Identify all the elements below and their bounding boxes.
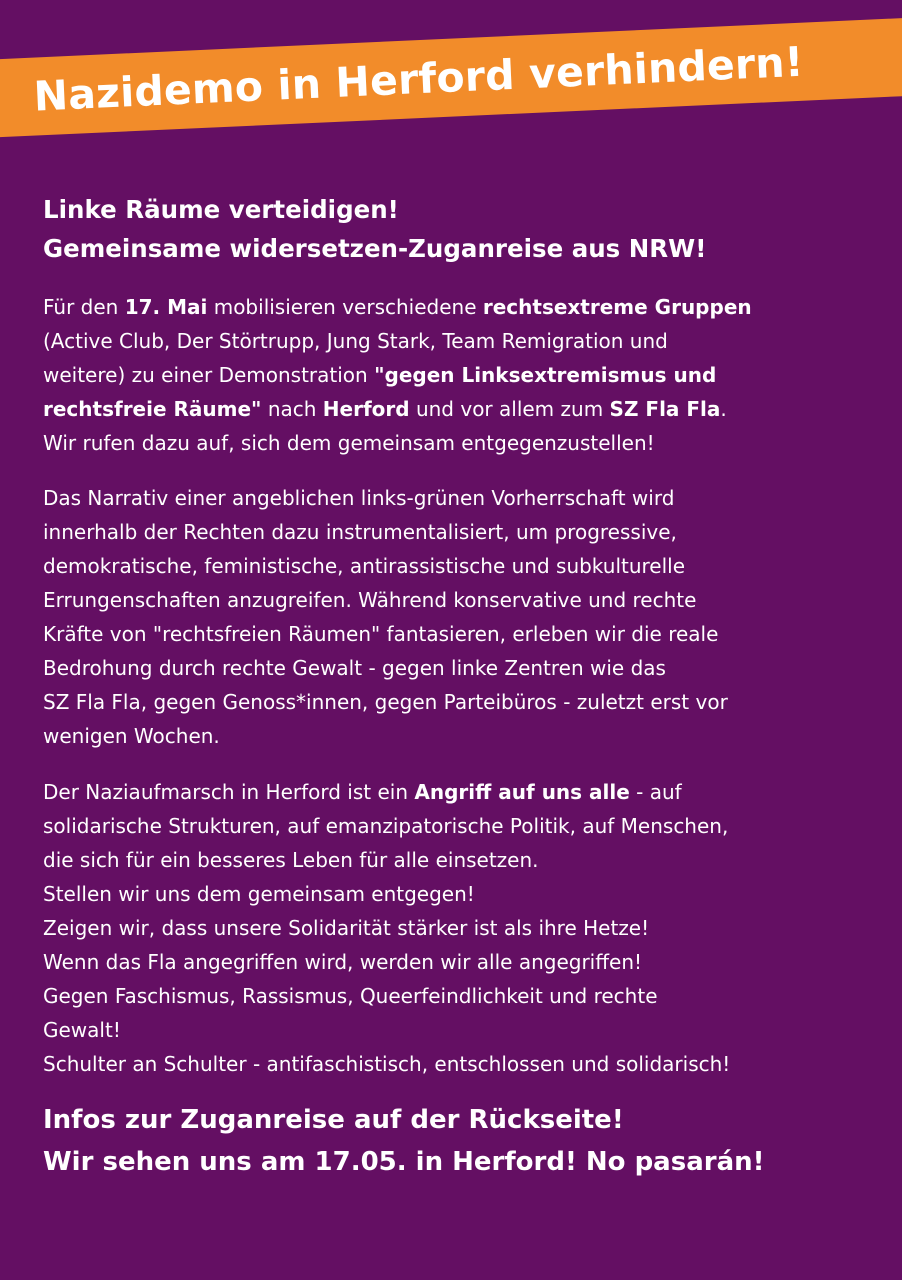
headline-line-1: Linke Räume verteidigen!: [43, 195, 399, 224]
para1-line-3: [43, 358, 883, 392]
text-span: Für den: [43, 295, 125, 319]
para2-line-2: innerhalb der Rechten dazu instrumentalisiert, um progressive,: [43, 520, 677, 544]
groups-highlight: rechtsextreme Gruppen: [482, 295, 752, 319]
attack-highlight: Angriff auf uns alle: [414, 780, 630, 804]
text-span: nach: [261, 397, 323, 421]
para2-line-5: Kräfte von "rechtsfreien Räumen" fantasieren, erleben wir die reale: [43, 622, 719, 646]
slogan-highlight: rechtsfreie Räume": [43, 397, 262, 421]
text-span: weitere) zu einer Demonstration: [43, 363, 375, 387]
para3-line-5: Zeigen wir, dass unsere Solidarität stärker ist als ihre Hetze!: [43, 916, 650, 940]
para3-line-1: [43, 775, 883, 809]
flyer-content: [43, 190, 883, 1183]
paragraph-call-to-action: [43, 775, 883, 1081]
para3-line-7: Gegen Faschismus, Rassismus, Queerfeindlichkeit und rechte: [43, 984, 658, 1008]
para2-line-8: wenigen Wochen.: [43, 724, 220, 748]
para2-line-4: Errungenschaften anzugreifen. Während konservative und rechte: [43, 588, 697, 612]
text-span: und vor allem zum: [409, 397, 610, 421]
date-highlight: 17. Mai: [124, 295, 208, 319]
text-span: mobilisieren verschiedene: [207, 295, 483, 319]
slogan-highlight: "gegen Linksextremismus und: [374, 363, 717, 387]
footer: [43, 1099, 883, 1183]
para3-line-8: Gewalt!: [43, 1018, 121, 1042]
banner-area: [0, 0, 902, 190]
para2-line-7: SZ Fla Fla, gegen Genoss*innen, gegen Parteibüros - zuletzt erst vor: [43, 690, 728, 714]
para1-line-4: [43, 392, 883, 426]
footer-line-1: Infos zur Zuganreise auf der Rückseite!: [43, 1105, 624, 1135]
para1-line-2: (Active Club, Der Störtrupp, Jung Stark, Team Remigration und: [43, 329, 668, 353]
city-highlight: Herford: [322, 397, 410, 421]
para3-line-4: Stellen wir uns dem gemeinsam entgegen!: [43, 882, 475, 906]
paragraph-narrative: [43, 481, 883, 753]
para3-line-3: die sich für ein besseres Leben für alle einsetzen.: [43, 848, 539, 872]
paragraph-mobilization: [43, 290, 883, 460]
text-span: Der Naziaufmarsch in Herford ist ein: [43, 780, 415, 804]
para1-line-5: Wir rufen dazu auf, sich dem gemeinsam entgegenzustellen!: [43, 431, 655, 455]
text-span: - auf: [629, 780, 682, 804]
text-span: .: [720, 397, 727, 421]
para3-line-6: Wenn das Fla angegriffen wird, werden wir alle angegriffen!: [43, 950, 643, 974]
footer-line-2: Wir sehen uns am 17.05. in Herford! No pasarán!: [43, 1147, 765, 1177]
title-banner: [0, 16, 902, 137]
para2-line-6: Bedrohung durch rechte Gewalt - gegen linke Zentren wie das: [43, 656, 666, 680]
para2-line-1: Das Narrativ einer angeblichen links-grünen Vorherrschaft wird: [43, 486, 675, 510]
para3-line-9: Schulter an Schulter - antifaschistisch, entschlossen und solidarisch!: [43, 1052, 731, 1076]
banner-title: Nazidemo in Herford verhindern!: [32, 37, 805, 121]
para3-line-2: solidarische Strukturen, auf emanzipatorische Politik, auf Menschen,: [43, 814, 729, 838]
venue-highlight: SZ Fla Fla: [609, 397, 721, 421]
headline-line-2: Gemeinsame widersetzen-Zuganreise aus NRW!: [43, 234, 707, 263]
para2-line-3: demokratische, feministische, antirassistische und subkulturelle: [43, 554, 686, 578]
para1-line-1: [43, 290, 883, 324]
headline: [43, 190, 883, 268]
